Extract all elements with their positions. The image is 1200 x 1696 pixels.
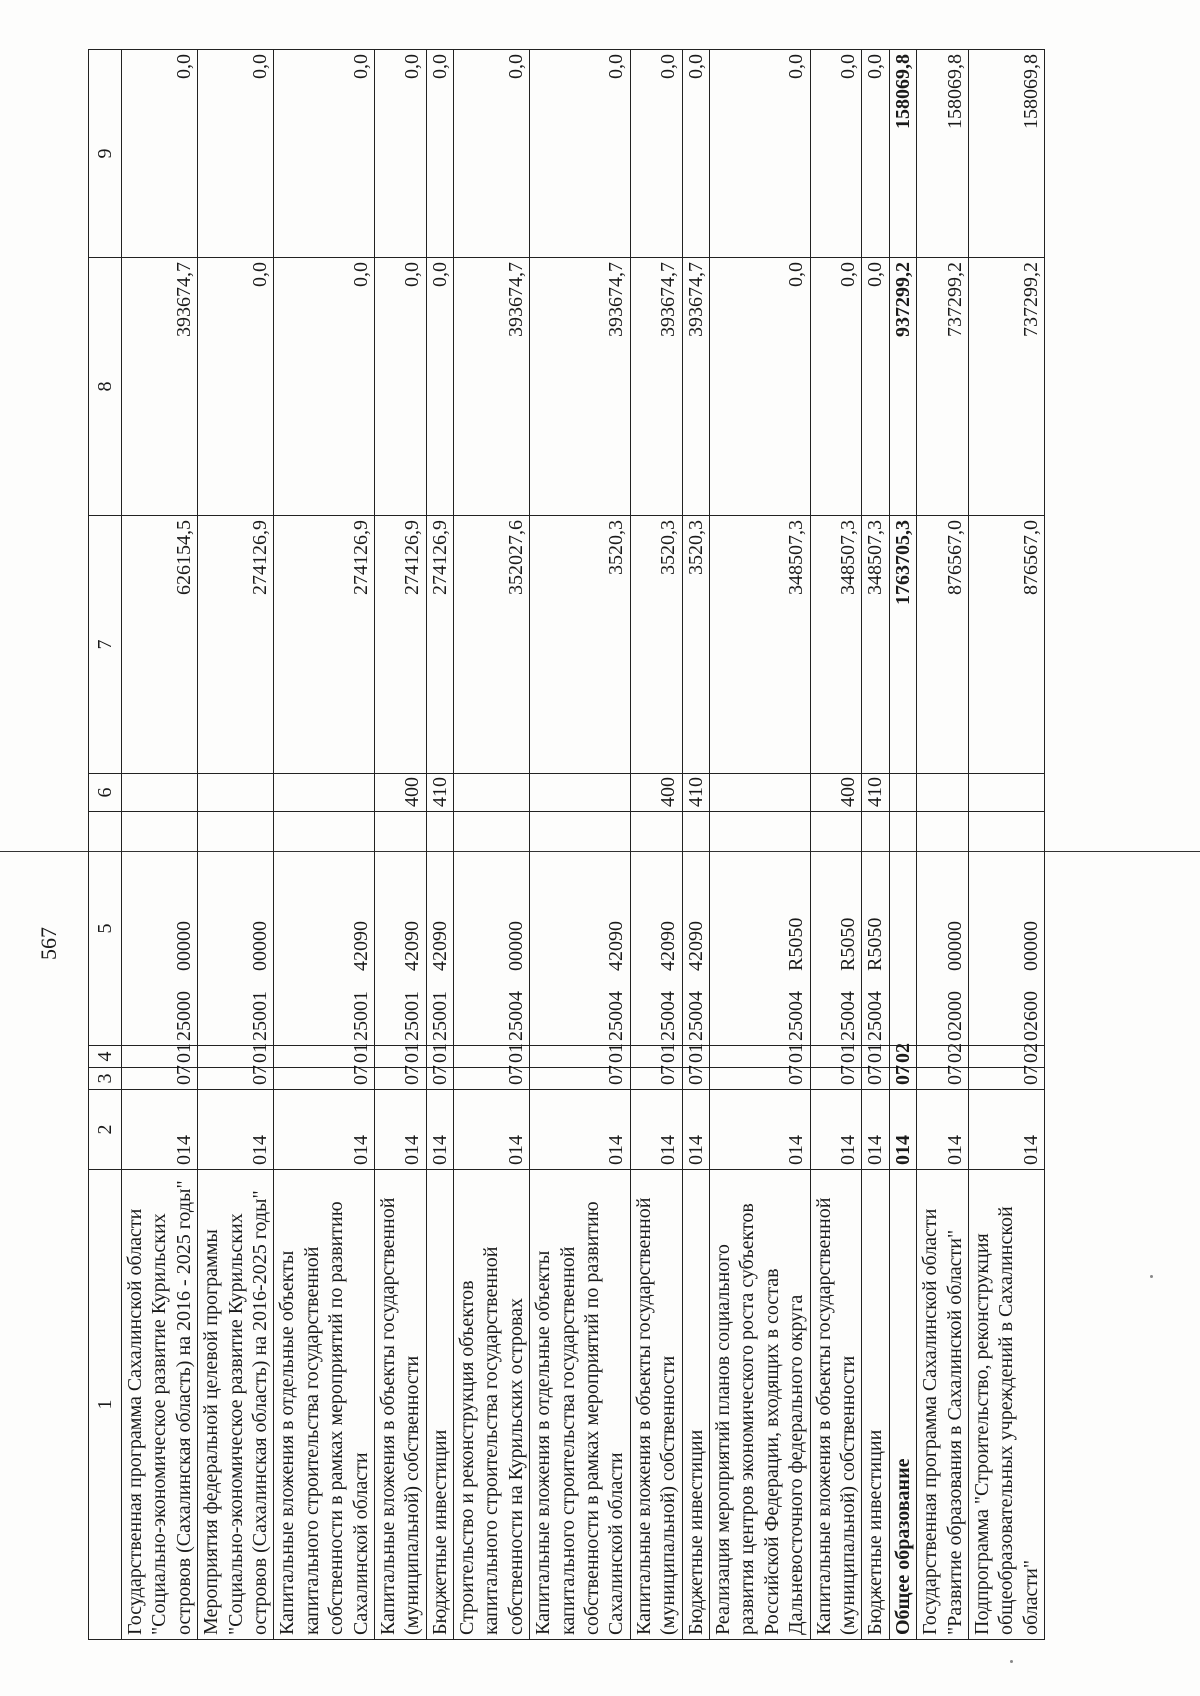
table-row xyxy=(682,50,709,1640)
amount-col7-cell: 3520,3 xyxy=(682,516,709,774)
grbs-code-cell: 014 xyxy=(682,1090,709,1170)
subsection-code-cell: 01 xyxy=(862,1046,889,1068)
subsection-code-cell: 02 xyxy=(889,1046,916,1068)
row-name-cell: Капитальные вложения в отдельные объекты капитального строительства государственной собственности в рамках мероприятий по развитию Сахалинской области xyxy=(274,1170,375,1640)
target-article-program-code: 25004 xyxy=(864,991,887,1041)
target-article-cell xyxy=(274,812,375,1046)
amount-col7-cell: 348507,3 xyxy=(862,516,889,774)
amount-col9-cell: 0,0 xyxy=(530,50,631,258)
target-article-direction-code: 00000 xyxy=(504,921,527,971)
subsection-code-cell: 01 xyxy=(530,1046,631,1068)
expense-type-cell xyxy=(454,774,530,812)
table-row xyxy=(374,50,426,1640)
amount-col9-cell: 0,0 xyxy=(198,50,274,258)
amount-col9-cell: 0,0 xyxy=(810,50,862,258)
grbs-code-cell: 014 xyxy=(374,1090,426,1170)
section-code-cell: 07 xyxy=(709,1068,810,1090)
target-article-program-code: 25004 xyxy=(657,991,680,1041)
table-row xyxy=(630,50,682,1640)
row-name-cell: Реализация мероприятий планов социального развития центров экономического роста субъектов Российской Федерации, входящих в состав Дальневосточного федерального округа xyxy=(709,1170,810,1640)
amount-col9-cell: 158069,8 xyxy=(968,50,1044,258)
row-name-cell: Бюджетные инвестиции xyxy=(862,1170,889,1640)
amount-col9-cell: 0,0 xyxy=(709,50,810,258)
target-article-direction-code: 42090 xyxy=(428,921,451,971)
amount-col7-cell: 352027,6 xyxy=(454,516,530,774)
target-article-cell xyxy=(198,812,274,1046)
target-article-cell xyxy=(426,812,453,1046)
target-article-cell xyxy=(122,812,198,1046)
rotated-table-block xyxy=(36,50,1128,1640)
section-code-cell: 07 xyxy=(968,1068,1044,1090)
expense-type-cell xyxy=(530,774,631,812)
target-article-direction-code: 00000 xyxy=(172,921,195,971)
grbs-code-cell: 014 xyxy=(917,1090,969,1170)
amount-col8-cell: 937299,2 xyxy=(889,258,916,516)
section-code-cell: 07 xyxy=(426,1068,453,1090)
amount-col8-cell: 0,0 xyxy=(198,258,274,516)
target-article-program-code: 25001 xyxy=(248,991,271,1041)
subsection-code-cell: 01 xyxy=(122,1046,198,1068)
row-name-cell: Мероприятия федеральной целевой программы "Социально-экономическое развитие Курильских островов (Сахалинская область) на 2016-2025 годы" xyxy=(198,1170,274,1640)
row-name-cell: Государственная программа Сахалинской области "Развитие образования в Сахалинской области" xyxy=(917,1170,969,1640)
expense-type-cell xyxy=(917,774,969,812)
amount-col7-cell: 274126,9 xyxy=(374,516,426,774)
target-article-cell xyxy=(374,812,426,1046)
section-code-cell: 07 xyxy=(454,1068,530,1090)
target-article-cell xyxy=(917,812,969,1046)
target-article-cell xyxy=(968,812,1044,1046)
row-name-cell: Капитальные вложения в отдельные объекты капитального строительства государственной собственности в рамках мероприятий по развитию Сахалинской области xyxy=(530,1170,631,1640)
target-article-direction-code: 00000 xyxy=(1019,921,1042,971)
target-article-program-code: 25001 xyxy=(349,991,372,1041)
expense-type-cell: 400 xyxy=(374,774,426,812)
table-row xyxy=(709,50,810,1640)
amount-col9-cell: 0,0 xyxy=(426,50,453,258)
amount-col8-cell: 0,0 xyxy=(274,258,375,516)
target-article-program-code: 25004 xyxy=(836,991,859,1041)
row-name-cell: Общее образование xyxy=(889,1170,916,1640)
target-article-direction-code: 42090 xyxy=(349,921,372,971)
section-code-cell: 07 xyxy=(122,1068,198,1090)
amount-col8-cell: 0,0 xyxy=(862,258,889,516)
subsection-code-cell: 01 xyxy=(709,1046,810,1068)
target-article-cell xyxy=(709,812,810,1046)
grbs-code-cell: 014 xyxy=(862,1090,889,1170)
amount-col7-cell: 626154,5 xyxy=(122,516,198,774)
amount-col9-cell: 158069,8 xyxy=(889,50,916,258)
header-cell: 8 xyxy=(89,258,122,516)
page-number: 567 xyxy=(36,927,61,960)
target-article-program-code: 25001 xyxy=(428,991,451,1041)
target-article-program-code: 02600 xyxy=(1019,991,1042,1041)
amount-col9-cell: 0,0 xyxy=(122,50,198,258)
row-name-cell: Бюджетные инвестиции xyxy=(682,1170,709,1640)
table-row xyxy=(454,50,530,1640)
subsection-code-cell: 01 xyxy=(198,1046,274,1068)
expense-type-cell xyxy=(274,774,375,812)
target-article-program-code: 25000 xyxy=(172,991,195,1041)
expense-type-cell xyxy=(968,774,1044,812)
target-article-program-code: 25004 xyxy=(785,991,808,1041)
table-body xyxy=(89,50,1045,1640)
section-code-cell: 07 xyxy=(810,1068,862,1090)
amount-col9-cell: 0,0 xyxy=(630,50,682,258)
section-code-cell: 07 xyxy=(682,1068,709,1090)
scan-speck xyxy=(1010,1660,1013,1663)
row-name-cell: Капитальные вложения в объекты государственной (муниципальной) собственности xyxy=(630,1170,682,1640)
subsection-code-cell: 01 xyxy=(682,1046,709,1068)
grbs-code-cell: 014 xyxy=(454,1090,530,1170)
section-code-cell: 07 xyxy=(530,1068,631,1090)
expense-type-cell: 410 xyxy=(682,774,709,812)
expense-type-cell xyxy=(889,774,916,812)
target-article-direction-code: R5050 xyxy=(864,917,887,971)
subsection-code-cell: 01 xyxy=(810,1046,862,1068)
row-name-cell: Капитальные вложения в объекты государственной (муниципальной) собственности xyxy=(374,1170,426,1640)
subsection-code-cell: 02 xyxy=(968,1046,1044,1068)
row-name-cell: Строительство и реконструкция объектов капитального строительства государственной собственности на Курильских островах xyxy=(454,1170,530,1640)
grbs-code-cell: 014 xyxy=(122,1090,198,1170)
grbs-code-cell: 014 xyxy=(426,1090,453,1170)
table-row xyxy=(917,50,969,1640)
amount-col8-cell: 0,0 xyxy=(810,258,862,516)
subsection-code-cell: 01 xyxy=(374,1046,426,1068)
subsection-code-cell: 01 xyxy=(630,1046,682,1068)
target-article-direction-code: R5050 xyxy=(785,917,808,971)
amount-col9-cell: 0,0 xyxy=(274,50,375,258)
target-article-direction-code: 42090 xyxy=(401,921,424,971)
amount-col8-cell: 0,0 xyxy=(374,258,426,516)
target-article-program-code: 25004 xyxy=(684,991,707,1041)
amount-col8-cell: 737299,2 xyxy=(917,258,969,516)
amount-col8-cell: 393674,7 xyxy=(682,258,709,516)
target-article-program-code: 02000 xyxy=(943,991,966,1041)
table-row xyxy=(530,50,631,1640)
header-cell: 6 xyxy=(89,774,122,812)
target-article-cell xyxy=(454,812,530,1046)
table-row xyxy=(810,50,862,1640)
amount-col8-cell: 393674,7 xyxy=(630,258,682,516)
expense-type-cell: 400 xyxy=(630,774,682,812)
amount-col7-cell: 274126,9 xyxy=(426,516,453,774)
section-code-cell: 07 xyxy=(198,1068,274,1090)
amount-col9-cell: 0,0 xyxy=(682,50,709,258)
amount-col7-cell: 274126,9 xyxy=(198,516,274,774)
grbs-code-cell: 014 xyxy=(198,1090,274,1170)
expense-type-cell xyxy=(709,774,810,812)
table-header-row xyxy=(89,50,122,1640)
target-article-cell xyxy=(862,812,889,1046)
subsection-code-cell: 01 xyxy=(274,1046,375,1068)
row-name-cell: Государственная программа Сахалинской области "Социально-экономическое развитие Курильских островов (Сахалинская область) на 2016 - 2025 годы" xyxy=(122,1170,198,1640)
target-article-direction-code: 42090 xyxy=(605,921,628,971)
target-article-direction-code: 42090 xyxy=(684,921,707,971)
amount-col9-cell: 0,0 xyxy=(862,50,889,258)
row-name-cell: Подпрограмма "Строительство, реконструкция общеобразовательных учреждений в Сахалинской области" xyxy=(968,1170,1044,1640)
amount-col7-cell: 3520,3 xyxy=(530,516,631,774)
subsection-code-cell: 01 xyxy=(454,1046,530,1068)
target-article-cell xyxy=(889,812,916,1046)
grbs-code-cell: 014 xyxy=(709,1090,810,1170)
section-code-cell: 07 xyxy=(889,1068,916,1090)
target-article-program-code: 25004 xyxy=(504,991,527,1041)
amount-col9-cell: 158069,8 xyxy=(917,50,969,258)
expense-type-cell: 410 xyxy=(862,774,889,812)
table-row xyxy=(862,50,889,1640)
section-code-cell: 07 xyxy=(917,1068,969,1090)
row-name-cell: Бюджетные инвестиции xyxy=(426,1170,453,1640)
amount-col8-cell: 393674,7 xyxy=(454,258,530,516)
header-cell: 4 xyxy=(89,1046,122,1068)
target-article-direction-code: 00000 xyxy=(248,921,271,971)
subsection-code-cell: 02 xyxy=(917,1046,969,1068)
amount-col9-cell: 0,0 xyxy=(374,50,426,258)
section-code-cell: 07 xyxy=(630,1068,682,1090)
header-cell: 7 xyxy=(89,516,122,774)
amount-col7-cell: 876567,0 xyxy=(968,516,1044,774)
header-cell: 2 xyxy=(89,1090,122,1170)
subsection-code-cell: 01 xyxy=(426,1046,453,1068)
header-cell: 3 xyxy=(89,1068,122,1090)
amount-col7-cell: 3520,3 xyxy=(630,516,682,774)
amount-col8-cell: 0,0 xyxy=(709,258,810,516)
target-article-cell xyxy=(810,812,862,1046)
header-cell: 1 xyxy=(89,1170,122,1640)
section-code-cell: 07 xyxy=(374,1068,426,1090)
scan-speck xyxy=(1150,1275,1153,1278)
expense-type-cell: 410 xyxy=(426,774,453,812)
amount-col7-cell: 1763705,3 xyxy=(889,516,916,774)
amount-col8-cell: 737299,2 xyxy=(968,258,1044,516)
grbs-code-cell: 014 xyxy=(810,1090,862,1170)
section-code-cell: 07 xyxy=(862,1068,889,1090)
target-article-cell xyxy=(530,812,631,1046)
grbs-code-cell: 014 xyxy=(889,1090,916,1170)
table-row xyxy=(122,50,198,1640)
header-cell: 9 xyxy=(89,50,122,258)
amount-col7-cell: 348507,3 xyxy=(810,516,862,774)
table-row xyxy=(889,50,916,1640)
target-article-direction-code: 42090 xyxy=(657,921,680,971)
target-article-cell xyxy=(682,812,709,1046)
amount-col8-cell: 0,0 xyxy=(426,258,453,516)
amount-col7-cell: 274126,9 xyxy=(274,516,375,774)
expense-type-cell xyxy=(122,774,198,812)
target-article-program-code: 25001 xyxy=(401,991,424,1041)
amount-col7-cell: 876567,0 xyxy=(917,516,969,774)
amount-col8-cell: 393674,7 xyxy=(122,258,198,516)
grbs-code-cell: 014 xyxy=(968,1090,1044,1170)
target-article-direction-code: 00000 xyxy=(943,921,966,971)
grbs-code-cell: 014 xyxy=(274,1090,375,1170)
grbs-code-cell: 014 xyxy=(630,1090,682,1170)
amount-col8-cell: 393674,7 xyxy=(530,258,631,516)
table-row xyxy=(426,50,453,1640)
table-row xyxy=(198,50,274,1640)
row-name-cell: Капитальные вложения в объекты государственной (муниципальной) собственности xyxy=(810,1170,862,1640)
header-cell: 5 xyxy=(89,812,122,1046)
section-code-cell: 07 xyxy=(274,1068,375,1090)
expense-type-cell: 400 xyxy=(810,774,862,812)
budget-table xyxy=(88,49,1045,1640)
amount-col9-cell: 0,0 xyxy=(454,50,530,258)
grbs-code-cell: 014 xyxy=(530,1090,631,1170)
target-article-program-code: 25004 xyxy=(605,991,628,1041)
target-article-direction-code: R5050 xyxy=(836,917,859,971)
table-row xyxy=(968,50,1044,1640)
table-row xyxy=(274,50,375,1640)
amount-col7-cell: 348507,3 xyxy=(709,516,810,774)
expense-type-cell xyxy=(198,774,274,812)
target-article-cell xyxy=(630,812,682,1046)
